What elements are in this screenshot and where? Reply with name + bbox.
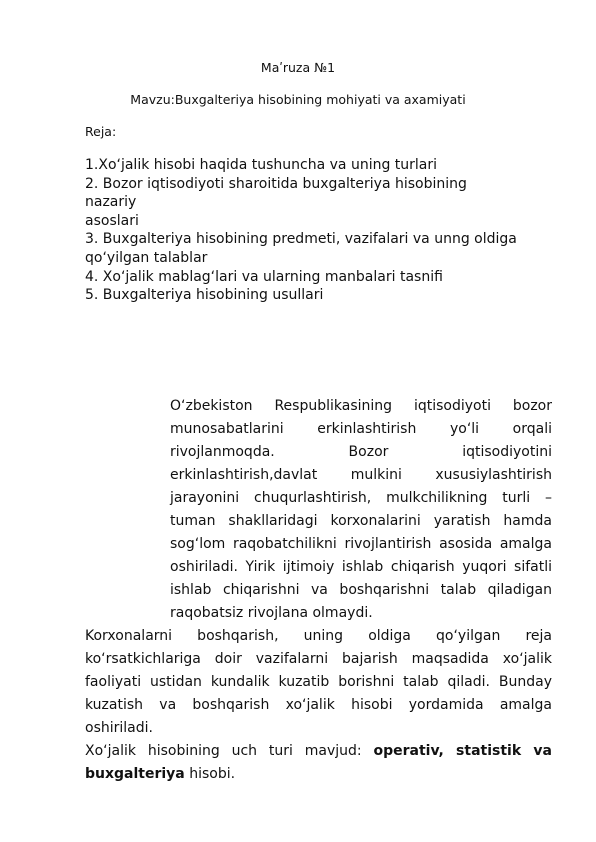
plan-item: qo‘yilgan talablar [85, 249, 208, 266]
body-paragraph-3 [85, 740, 552, 786]
accounting-types-bold: operativ, statistik va buxgalteriya [85, 743, 552, 782]
plan-list [85, 156, 555, 305]
lecture-body [85, 395, 552, 786]
plan-item: 4. Xo‘jalik mablag‘lari va ularning manbalari tasnifi [85, 268, 443, 285]
plan-item: 5. Buxgalteriya hisobining usullari [85, 287, 324, 304]
plan-item: 2. Bozor iqtisodiyoti sharoitida buxgalteriya hisobining [85, 175, 467, 192]
body-paragraph-1: O‘zbekiston Respublikasining iqtisodiyoti bozor munosabatlarini erkinlashtirish yo‘li orqali rivojlanmoqda. Bozor iqtisodiyotini erkinlashtirish,davlat mulkini xususiylashtirish jarayonini chuqurlashtirish, mulkchilikning turli –tuman shakllaridagi korxonalarini yaratish hamda sog‘lom raqobatchilikni rivojlantirish asosida amalga oshiriladi. Yirik ijtimoiy ishlab chiqarish yuqori sifatli ishlab chiqarishni va boshqarishni talab qiladigan raqobatsiz rivojlana olmaydi. [170, 398, 552, 621]
paragraph-3-start: Xo‘jalik hisobining uch turi mavjud: [85, 743, 374, 759]
paragraph-3-end: hisobi. [184, 766, 236, 782]
body-paragraph-2: Korxonalarni boshqarish, uning oldiga qo‘yilgan reja ko‘rsatkichlariga doir vazifalarni bajarish maqsadida xo‘jalik faoliyati ustidan kundalik kuzatib borishni talab qiladi. Bunday kuzatish va boshqarish xo‘jalik hisobi yordamida amalga oshiriladi. [85, 628, 552, 736]
plan-item: nazariy [85, 194, 137, 211]
plan-item: 1.Xo‘jalik hisobi haqida tushuncha va uning turlari [85, 157, 438, 173]
plan-item: 3. Buxgalteriya hisobining predmeti, vazifalari va unng oldiga [85, 231, 517, 248]
plan-label: Reja: [85, 124, 117, 139]
plan-item: asoslari [85, 212, 139, 229]
lecture-subject: Mavzu:Buxgalteriya hisobining mohiyati va axamiyati [130, 92, 466, 107]
lecture-title: Maʹruza №1 [260, 60, 336, 75]
